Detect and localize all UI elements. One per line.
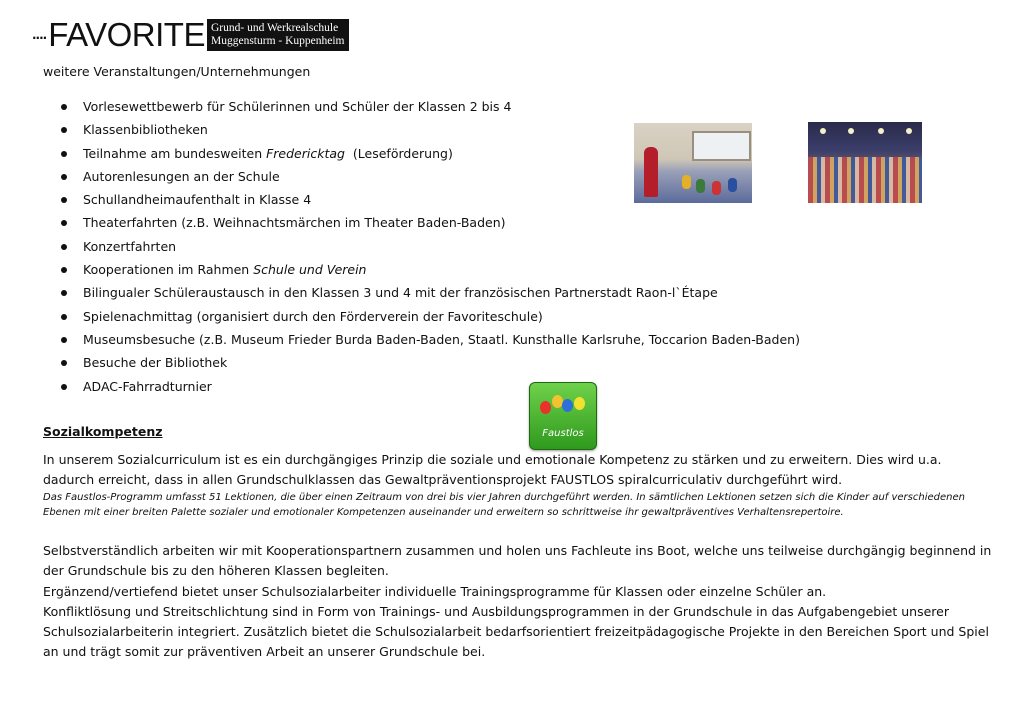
paragraph: In unserem Sozialcurriculum ist es ein durchgängiges Prinzip die soziale und emotionale Kompetenz zu stärken und zu erweitern. Dies wird u.a. dadurch erreicht, dass in allen Grundschulklassen das Gewaltpräventionsprojekt FAUSTLOS spiralcurriculativ durchgeführt wird. [43, 452, 942, 487]
page-subtitle: weitere Veranstaltungen/Unternehmungen [43, 64, 311, 79]
faustlos-logo [529, 382, 597, 450]
list-item: Teilnahme am bundesweiten Fredericktag (Leseförderung) [45, 142, 800, 165]
school-logo [32, 17, 349, 53]
section-heading: Sozialkompetenz [43, 424, 163, 439]
list-item: Theaterfahrten (z.B. Weihnachtsmärchen im Theater Baden-Baden) [45, 211, 800, 234]
list-item: Konzertfahrten [45, 235, 800, 258]
list-item: ADAC-Fahrradturnier [45, 375, 800, 398]
smiley-icon [562, 399, 573, 412]
paragraph: Ergänzend/vertiefend bietet unser Schulsozialarbeiter individuelle Trainingsprogramme für Klassen oder einzelne Schüler an. [43, 584, 827, 599]
list-item: Klassenbibliotheken [45, 118, 800, 141]
faustlos-label: Faustlos [542, 428, 584, 439]
list-item: Museumsbesuche (z.B. Museum Frieder Burda Baden-Baden, Staatl. Kunsthalle Karlsruhe, Toccarion Baden-Baden) [45, 328, 800, 351]
logo-line-2: Muggensturm - Kuppenheim [210, 35, 345, 47]
list-item: Kooperationen im Rahmen Schule und Verein [45, 258, 800, 281]
logo-school-name-box [207, 19, 349, 51]
list-item: Vorlesewettbewerb für Schülerinnen und Schüler der Klassen 2 bis 4 [45, 95, 800, 118]
logo-word: FAVORITE [48, 16, 205, 53]
list-item: Autorenlesungen an der Schule [45, 165, 800, 188]
classroom-reading-photo [634, 123, 752, 203]
logo-line-1: Grund- und Werkrealschule [210, 22, 339, 34]
smiley-icon [540, 401, 551, 414]
paragraph: Konfliktlösung und Streitschlichtung sind in Form von Trainings- und Ausbildungsprogrammen in der Grundschule in das Aufgabengebiet unserer Schulsozialarbeiterin integriert. Zusätzlich bietet die Schulsozialarbeit bedarfsorientiert freizeitpädagogische Projekte in den Bereichen Sport und Spiel an und trägt somit zur präventiven Arbeit an unserer Grundschule bei. [43, 604, 989, 659]
list-item: Spielenachmittag (organisiert durch den Förderverein der Favoriteschule) [45, 305, 800, 328]
paragraph: Selbstverständlich arbeiten wir mit Kooperationspartnern zusammen und holen uns Fachleute ins Boot, welche uns teilweise durchgängig beginnend in der Grundschule bis zu den höheren Klassen begleiten. [43, 543, 992, 578]
list-item: Schullandheimaufenthalt in Klasse 4 [45, 188, 800, 211]
theater-audience-photo [808, 122, 922, 203]
logo-dots: .... [32, 28, 47, 42]
list-item: Besuche der Bibliothek [45, 351, 800, 374]
paragraph-italic: Das Faustlos-Programm umfasst 51 Lektionen, die über einen Zeitraum von drei bis vier Jahren durchgeführt werden. In sämtlichen Lektionen setzen sich die Kinder auf verschiedenen Ebenen mit einer breiten Palette sozialer und emotionaler Kompetenzen auseinander und erweitern so schrittweise ihr gewaltpräventives Verhaltensrepertoire. [43, 492, 965, 518]
smiley-icon [574, 397, 585, 410]
list-item: Bilingualer Schüleraustausch in den Klassen 3 und 4 mit der französischen Partnerstadt Raon-l`Étape [45, 281, 800, 304]
